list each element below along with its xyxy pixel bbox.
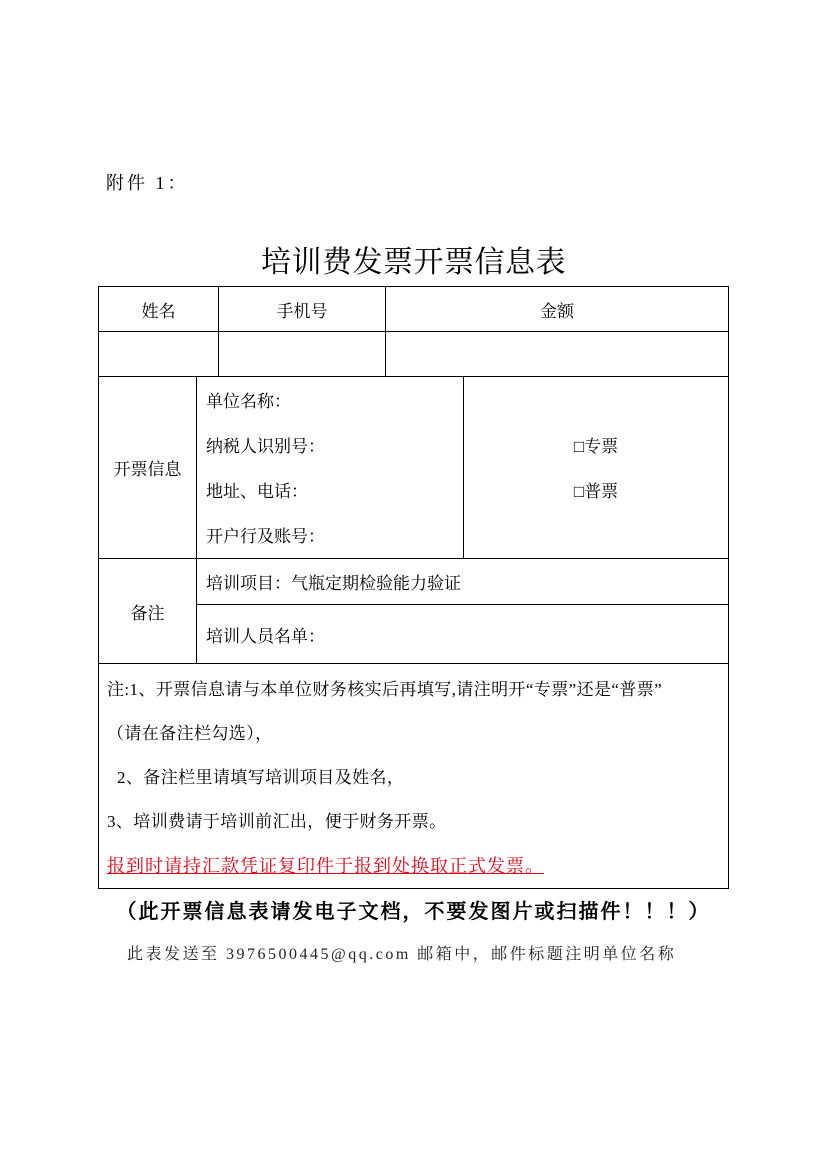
note-warning: 报到时请持汇款凭证复印件于报到处换取正式发票。 <box>107 856 544 876</box>
invoice-info-label: 开票信息 <box>113 460 182 479</box>
header-amount <box>385 286 728 331</box>
field-tax-id: 纳税人识别号： <box>206 437 325 456</box>
field-bank-account: 开户行及账号： <box>206 527 325 546</box>
note-line-1: 注:1、开票信息请与本单位财务核实后再填写,请注明开“专票”还是“普票” <box>107 680 663 699</box>
training-project: 培训项目：气瓶定期检验能力验证 <box>206 574 461 593</box>
notes-cell <box>98 663 728 888</box>
submission-instruction: （此开票信息表请发电子文档，不要发图片或扫描件！！！） <box>116 901 711 923</box>
checkbox-icon: □ <box>573 482 585 501</box>
remarks-label: 备注 <box>130 603 165 623</box>
header-name-label: 姓名 <box>141 301 176 321</box>
header-phone-label: 手机号 <box>276 301 328 321</box>
option-general-invoice <box>464 469 728 514</box>
email-instruction: 此表发送至 3976500445@qq.com 邮箱中，邮件标题注明单位名称 <box>127 946 677 963</box>
option-special-invoice-label: 专票 <box>584 437 619 456</box>
remarks-label-cell <box>98 558 196 663</box>
trainee-list: 培训人员名单： <box>206 626 325 646</box>
amount-cell <box>385 331 728 376</box>
field-company-name: 单位名称： <box>206 392 291 411</box>
name-cell <box>98 331 218 376</box>
note-line-2: （请在备注栏勾选）， <box>107 724 273 743</box>
checkbox-icon: □ <box>573 437 585 456</box>
header-amount-label: 金额 <box>540 301 574 321</box>
invoice-info-label-cell <box>98 376 196 558</box>
remarks-project-cell <box>196 558 728 604</box>
attachment-label: 附件 1： <box>106 173 189 193</box>
invoice-type-cell <box>463 376 728 558</box>
field-address-phone: 地址、电话： <box>206 482 308 501</box>
invoice-fields-cell <box>196 376 463 558</box>
option-special-invoice <box>464 424 728 469</box>
header-phone <box>218 286 385 331</box>
phone-cell <box>218 331 385 376</box>
invoice-info-table <box>98 286 729 889</box>
note-line-3: 2、备注栏里请填写培训项目及姓名， <box>117 768 405 787</box>
remarks-trainees-cell <box>196 604 728 663</box>
option-general-invoice-label: 普票 <box>584 482 619 501</box>
note-line-4: 3、培训费请于培训前汇出，便于财务开票。 <box>107 812 447 831</box>
header-name <box>98 286 218 331</box>
page-title: 培训费发票开票信息表 <box>261 246 566 279</box>
